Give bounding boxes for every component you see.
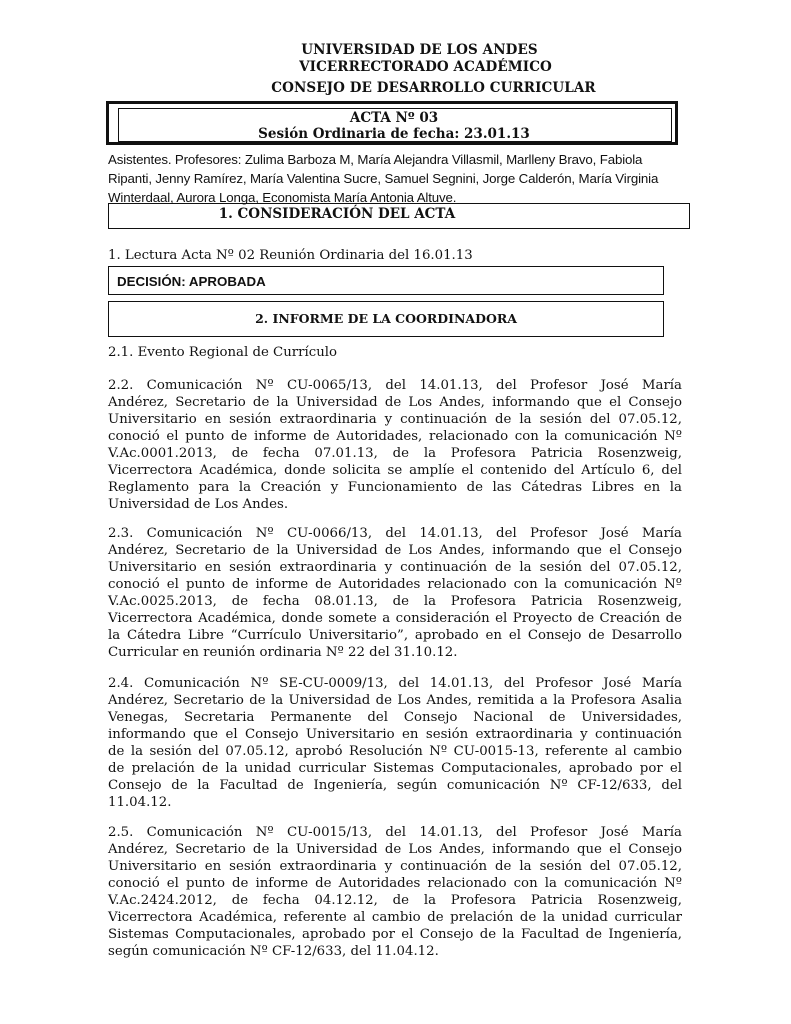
paragraph-line: de la sesión del 07.05.12, aprobó Resolución Nº CU-0015-13, referente al cambio xyxy=(108,744,682,759)
acta-number: ACTA Nº 03 xyxy=(349,110,439,126)
paragraph-line: Universidad de Los Andes. xyxy=(108,497,289,512)
section-2-title: 2. INFORME DE LA COORDINADORA xyxy=(255,311,517,326)
attendees-line: Ripanti, Jenny Ramírez, María Valentina Sucre, Samuel Segnini, Jorge Calderón, María Virginia xyxy=(108,171,659,186)
vicerrectorado-name: VICERRECTORADO ACADÉMICO xyxy=(299,59,552,75)
paragraph-line: conoció el punto de informe de Autoridades relacionado con la comunicación Nº xyxy=(108,876,682,891)
paragraph-line: conoció el punto de informe de Autoridades relacionado con la comunicación Nº xyxy=(108,577,682,592)
paragraph-line: Vicerrectora Académica, donde somete a consideración el Proyecto de Creación de xyxy=(108,611,682,626)
paragraph-line: Universitario en sesión extraordinaria y continuación de la sesión del 07.05.12, xyxy=(108,859,682,874)
paragraph-line: Venegas, Secretaria Permanente del Consejo Nacional de Universidades, xyxy=(108,710,682,725)
paragraph-line: 11.04.12. xyxy=(108,795,172,810)
paragraph-line: V.Ac.2424.2012, de fecha 04.12.12, de la Profesora Patricia Rosenzweig, xyxy=(108,893,682,908)
attendees-line: Asistentes. Profesores: Zulima Barboza M, María Alejandra Villasmil, Marlleny Bravo, Fabiola xyxy=(108,152,643,167)
council-name: CONSEJO DE DESARROLLO CURRICULAR xyxy=(271,80,596,96)
paragraph-line: Vicerrectora Académica, referente al cambio de prelación de la unidad curricular xyxy=(108,910,682,925)
paragraph-line: V.Ac.0025.2013, de fecha 08.01.13, de la Profesora Patricia Rosenzweig, xyxy=(108,594,682,609)
paragraph-line: 2.5. Comunicación Nº CU-0015/13, del 14.01.13, del Profesor José María xyxy=(108,825,682,840)
paragraph-line: Vicerrectora Académica, donde solicita se amplíe el contenido del Artículo 6, del xyxy=(108,463,682,478)
attendees-line: Winterdaal, Aurora Longa, Economista María Antonia Altuve. xyxy=(108,190,457,205)
paragraph-line: informando que el Consejo Universitario en sesión extraordinaria y continuación xyxy=(108,727,682,742)
paragraph-line: conoció el punto de informe de Autoridades, relacionado con la comunicación Nº xyxy=(108,429,682,444)
paragraph-line: V.Ac.0001.2013, de fecha 07.01.13, de la Profesora Patricia Rosenzweig, xyxy=(108,446,682,461)
decision-text: DECISIÓN: APROBADA xyxy=(117,274,266,289)
paragraph-line: Universitario en sesión extraordinaria y continuación de la sesión del 07.05.12, xyxy=(108,560,682,575)
paragraph-line: 2.4. Comunicación Nº SE-CU-0009/13, del 14.01.13, del Profesor José María xyxy=(108,676,682,691)
paragraph-line: 2.2. Comunicación Nº CU-0065/13, del 14.01.13, del Profesor José María xyxy=(108,378,682,393)
paragraph-line: Sistemas Computacionales, aprobado por el Consejo de la Facultad de Ingeniería, xyxy=(108,927,682,942)
section-1-title: 1. CONSIDERACIÓN DEL ACTA xyxy=(218,206,456,222)
paragraph-line: Reglamento para la Creación y Funcionamiento de las Cátedras Libres en la xyxy=(108,480,682,495)
session-date: Sesión Ordinaria de fecha: 23.01.13 xyxy=(258,126,530,142)
paragraph-line: Andérez, Secretario de la Universidad de Los Andes, informando que el Consejo xyxy=(108,543,682,558)
item-2-1: 2.1. Evento Regional de Currículo xyxy=(108,345,338,360)
paragraph-line: la Cátedra Libre “Currículo Universitario”, aprobado en el Consejo de Desarrollo xyxy=(108,628,682,643)
paragraph-line: Universitario en sesión extraordinaria y continuación de la sesión del 07.05.12, xyxy=(108,412,682,427)
paragraph-line: Andérez, Secretario de la Universidad de Los Andes, informando que el Consejo xyxy=(108,395,682,410)
paragraph-line: Andérez, Secretario de la Universidad de Los Andes, informando que el Consejo xyxy=(108,842,682,857)
paragraph-line: Curricular en reunión ordinaria Nº 22 del 31.10.12. xyxy=(108,645,458,660)
paragraph-line: según comunicación Nº CF-12/633, del 11.04.12. xyxy=(108,944,439,959)
paragraph-line: Consejo de la Facultad de Ingeniería, según comunicación Nº CF-12/633, del xyxy=(108,778,682,793)
paragraph-line: Andérez, Secretario de la Universidad de Los Andes, remitida a la Profesora Asalia xyxy=(108,693,682,708)
paragraph-line: 2.3. Comunicación Nº CU-0066/13, del 14.01.13, del Profesor José María xyxy=(108,526,682,541)
paragraph-line: de prelación de la unidad curricular Sistemas Computacionales, aprobado por el xyxy=(108,761,682,776)
university-name: UNIVERSIDAD DE LOS ANDES xyxy=(301,42,538,58)
minutes-reading-item: 1. Lectura Acta Nº 02 Reunión Ordinaria del 16.01.13 xyxy=(108,248,473,263)
